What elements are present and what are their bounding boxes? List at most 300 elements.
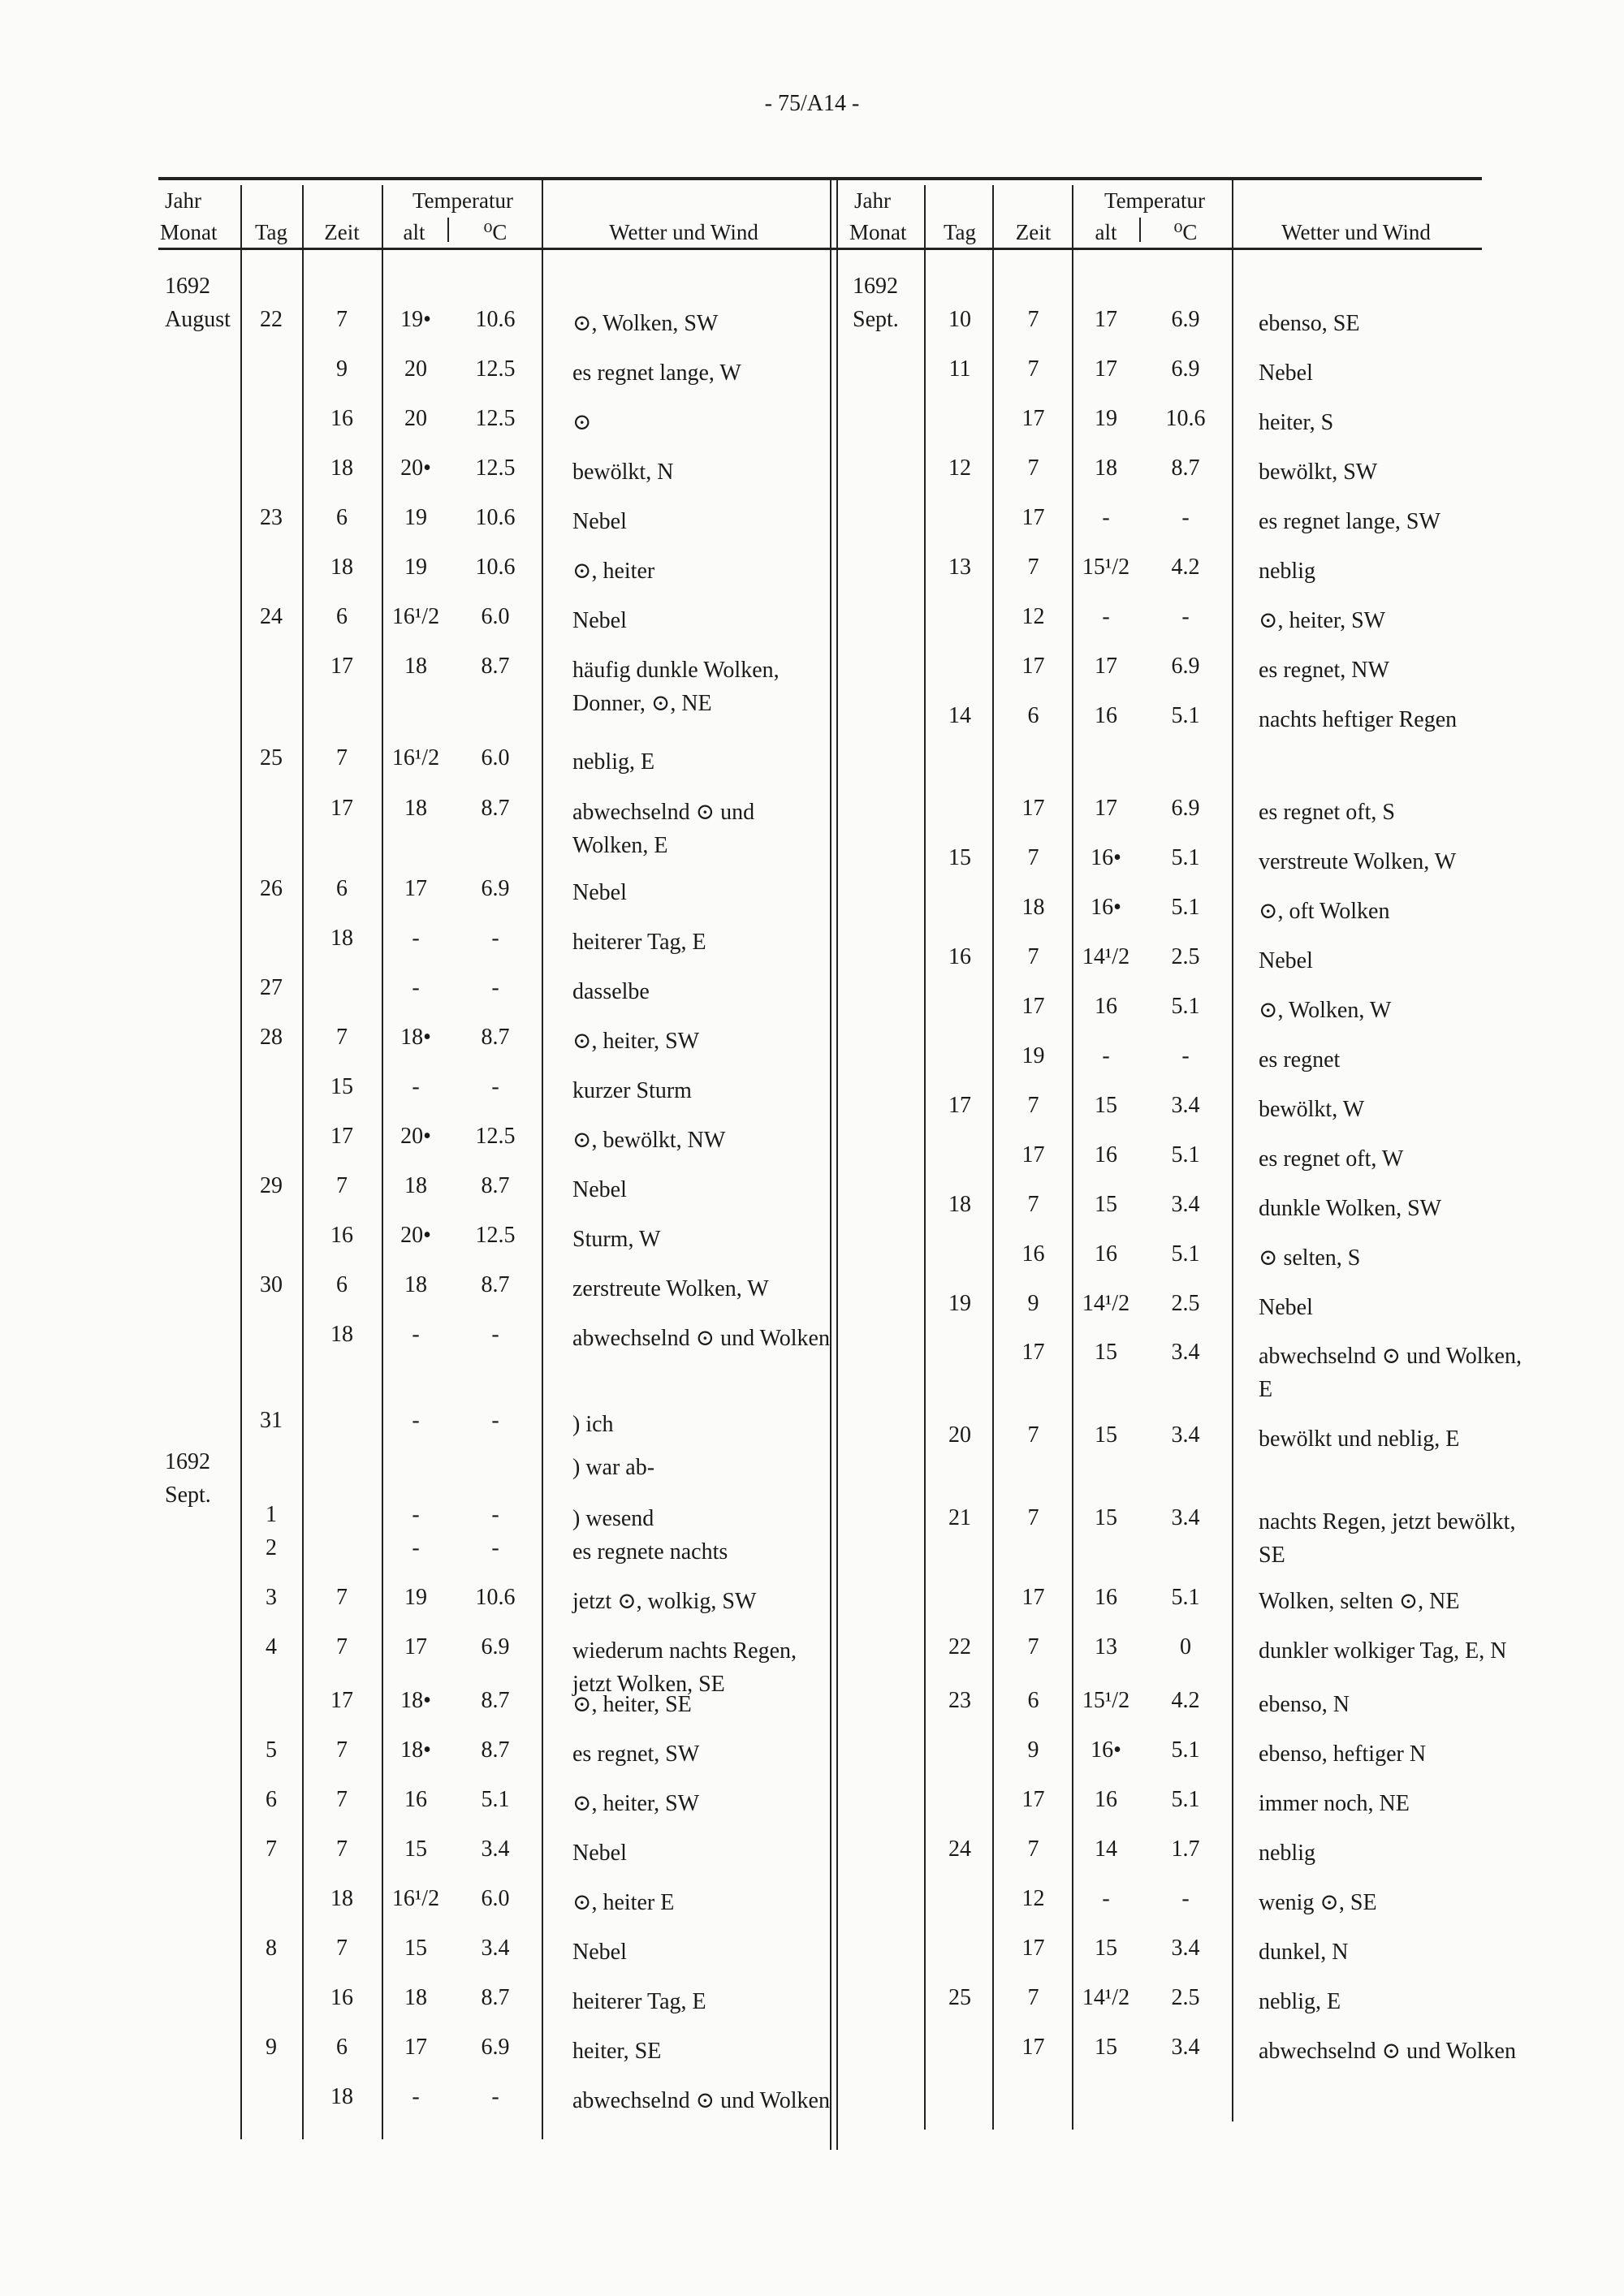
right-row-32-zeit: 17 [1021, 2035, 1045, 2060]
right-row-8-celsius: 5.1 [1171, 703, 1200, 728]
left-row-9-wetter: abwechselnd ⊙ und Wolken, E [572, 800, 755, 858]
left-row-24-wetter: jetzt ⊙, wolkig, SW [572, 1589, 757, 1614]
right-row-29-alt: - [1102, 1886, 1110, 1911]
left-row-25-zeit: 7 [336, 1634, 348, 1659]
right-row-26-celsius: 5.1 [1171, 1737, 1200, 1763]
left-row-18-celsius: 8.7 [481, 1272, 510, 1297]
left-row-5-wetter: ⊙, heiter [572, 559, 655, 584]
right-row-23-zeit: 17 [1021, 1585, 1045, 1610]
right-row-24-zeit: 7 [1027, 1634, 1039, 1659]
right-row-11-zeit: 18 [1021, 895, 1045, 920]
left-row-7-wetter: häufig dunkle Wolken, Donner, ⊙, NE [572, 658, 780, 716]
left-row-4-wetter: Nebel [572, 509, 627, 534]
right-row-19-alt: 14¹/2 [1082, 1291, 1130, 1316]
right-row-22-celsius: 3.4 [1171, 1505, 1200, 1530]
left-row-7-zeit: 17 [330, 654, 353, 679]
left-row-28-alt: 16 [404, 1787, 427, 1812]
left-row-27-wetter: es regnet, SW [572, 1741, 700, 1767]
center-double-line-b [836, 177, 838, 2150]
right-row-10-alt: 16• [1091, 845, 1121, 870]
right-month-sept: Sept. [853, 307, 899, 332]
left-row-23-celsius: - [491, 1535, 499, 1560]
left-row-4-zeit: 6 [336, 505, 348, 530]
right-row-25-tag: 23 [948, 1688, 971, 1713]
right-row-31-celsius: 2.5 [1171, 1985, 1200, 2010]
left-row-27-alt: 18• [400, 1737, 431, 1763]
left-row-8-tag: 25 [260, 745, 283, 770]
right-row-15-zeit: 7 [1027, 1093, 1039, 1118]
left-row-16-wetter: Nebel [572, 1177, 627, 1202]
left-row-20-tag: 31 [260, 1408, 283, 1433]
left-row-14-alt: - [412, 1074, 420, 1099]
right-row-3-celsius: 8.7 [1171, 455, 1200, 481]
left-row-18-tag: 30 [260, 1272, 283, 1297]
left-row-6-tag: 24 [260, 604, 283, 629]
left-row-12-alt: - [412, 975, 420, 1000]
right-row-4-zeit: 17 [1021, 505, 1045, 530]
right-row-28-tag: 24 [948, 1836, 971, 1862]
left-row-32-alt: 18 [404, 1985, 427, 2010]
left-row-16-tag: 29 [260, 1173, 283, 1198]
right-row-0-zeit: 7 [1027, 307, 1039, 332]
right-row-17-alt: 15 [1095, 1192, 1117, 1217]
left-row-16-alt: 18 [404, 1173, 427, 1198]
left-row-24-tag: 3 [266, 1585, 277, 1610]
right-header-tag: Tag [943, 220, 977, 244]
right-row-6-wetter: ⊙, heiter, SW [1259, 608, 1386, 633]
left-row-29-tag: 7 [266, 1836, 277, 1862]
right-row-21-wetter: bewölkt und neblig, E [1259, 1426, 1460, 1452]
right-row-8-zeit: 6 [1027, 703, 1039, 728]
left-row-2-wetter: ⊙ [572, 410, 592, 435]
left-row-30-celsius: 6.0 [481, 1886, 510, 1911]
right-row-2-zeit: 17 [1021, 406, 1045, 431]
right-row-14-zeit: 19 [1021, 1043, 1045, 1068]
right-row-24-celsius: 0 [1180, 1634, 1191, 1659]
left-row-25-celsius: 6.9 [481, 1634, 510, 1659]
left-row-15-alt: 20• [400, 1124, 431, 1149]
right-row-27-celsius: 5.1 [1171, 1787, 1200, 1812]
left-row-17-alt: 20• [400, 1223, 431, 1248]
right-row-7-wetter: es regnet, NW [1259, 658, 1389, 683]
right-row-2-celsius: 10.6 [1165, 406, 1206, 431]
right-row-4-alt: - [1102, 505, 1110, 530]
left-row-1-zeit: 9 [336, 356, 348, 382]
left-row-11-wetter: heiterer Tag, E [572, 930, 706, 955]
right-row-9-wetter: es regnet oft, S [1259, 800, 1395, 825]
left-row-3-zeit: 18 [330, 455, 353, 481]
right-row-6-alt: - [1102, 604, 1110, 629]
right-row-0-alt: 17 [1095, 307, 1117, 332]
left-row-19-zeit: 18 [330, 1322, 353, 1347]
right-row-5-celsius: 4.2 [1171, 555, 1200, 580]
right-row-16-celsius: 5.1 [1171, 1142, 1200, 1167]
left-row-3-celsius: 12.5 [475, 455, 516, 481]
right-row-5-tag: 13 [948, 555, 971, 580]
right-row-12-wetter: Nebel [1259, 948, 1313, 973]
left-row-34-celsius: - [491, 2084, 499, 2109]
right-row-3-wetter: bewölkt, SW [1259, 460, 1378, 485]
left-row-20-wetter: ) ich [572, 1412, 614, 1437]
left-row-1-alt: 20 [404, 356, 427, 382]
left-row-12-tag: 27 [260, 975, 283, 1000]
left-header-zeit: Zeit [324, 220, 360, 244]
left-row-1-celsius: 12.5 [475, 356, 516, 382]
left-row-7-celsius: 8.7 [481, 654, 510, 679]
left-row-6-alt: 16¹/2 [391, 604, 440, 629]
left-row-4-tag: 23 [260, 505, 283, 530]
left-month-august: August [165, 307, 231, 332]
left-row-8-celsius: 6.0 [481, 745, 510, 770]
right-row-6-zeit: 12 [1021, 604, 1045, 629]
right-row-1-zeit: 7 [1027, 356, 1039, 382]
left-row-20-alt: - [412, 1408, 420, 1433]
left-row-12-wetter: dasselbe [572, 979, 650, 1004]
right-row-22-tag: 21 [948, 1505, 971, 1530]
left-row-25-alt: 17 [404, 1634, 427, 1659]
right-row-5-wetter: neblig [1259, 559, 1315, 584]
right-row-8-tag: 14 [948, 703, 971, 728]
left-row-19-celsius: - [491, 1322, 499, 1347]
right-row-14-celsius: - [1181, 1043, 1190, 1068]
left-row-10-alt: 17 [404, 876, 427, 901]
right-row-25-zeit: 6 [1027, 1688, 1039, 1713]
right-row-19-celsius: 2.5 [1171, 1291, 1200, 1316]
right-row-5-alt: 15¹/2 [1082, 555, 1130, 580]
left-row-26-zeit: 17 [330, 1688, 353, 1713]
left-row-25-wetter: wiederum nachts Regen, jetzt Wolken, SE [572, 1638, 797, 1697]
right-row-7-zeit: 17 [1021, 654, 1045, 679]
right-row-7-celsius: 6.9 [1171, 654, 1200, 679]
left-row-22-tag: 1 [266, 1502, 277, 1527]
right-row-32-celsius: 3.4 [1171, 2035, 1200, 2060]
right-row-13-wetter: ⊙, Wolken, W [1259, 998, 1392, 1023]
left-row-23-tag: 2 [266, 1535, 277, 1560]
left-row-4-celsius: 10.6 [475, 505, 516, 530]
left-row-26-celsius: 8.7 [481, 1688, 510, 1713]
right-row-31-zeit: 7 [1027, 1985, 1039, 2010]
left-row-11-alt: - [412, 926, 420, 951]
right-row-20-wetter: abwechselnd ⊙ und Wolken, E [1259, 1344, 1522, 1402]
left-row-6-celsius: 6.0 [481, 604, 510, 629]
right-row-18-celsius: 5.1 [1171, 1241, 1200, 1267]
left-col-line-alt [542, 177, 543, 2139]
left-header-temperatur: Temperatur [412, 188, 514, 213]
left-row-2-zeit: 16 [330, 406, 353, 431]
left-row-33-zeit: 6 [336, 2035, 348, 2060]
right-row-19-tag: 19 [948, 1291, 971, 1316]
left-header-tag: Tag [254, 220, 288, 244]
left-row-13-tag: 28 [260, 1025, 283, 1050]
left-year-1692-sept: 1692 [165, 1449, 210, 1474]
left-row-32-celsius: 8.7 [481, 1985, 510, 2010]
right-row-26-alt: 16• [1091, 1737, 1121, 1763]
right-header-temperatur: Temperatur [1104, 188, 1206, 213]
right-row-14-wetter: es regnet [1259, 1047, 1341, 1072]
left-row-31-alt: 15 [404, 1936, 427, 1961]
right-row-13-celsius: 5.1 [1171, 994, 1200, 1019]
left-row-13-alt: 18• [400, 1025, 431, 1050]
left-row-28-wetter: ⊙, heiter, SW [572, 1791, 700, 1816]
left-row-0-tag: 22 [260, 307, 283, 332]
right-row-12-alt: 14¹/2 [1082, 944, 1130, 969]
right-row-21-celsius: 3.4 [1171, 1422, 1200, 1448]
left-row-16-zeit: 7 [336, 1173, 348, 1198]
left-row-13-zeit: 7 [336, 1025, 348, 1050]
right-col-line-monat [924, 185, 926, 2130]
right-row-1-celsius: 6.9 [1171, 356, 1200, 382]
right-row-28-zeit: 7 [1027, 1836, 1039, 1862]
left-header-celsius: ⁰C [483, 220, 508, 244]
right-row-11-wetter: ⊙, oft Wolken [1259, 899, 1390, 924]
right-row-3-tag: 12 [948, 455, 971, 481]
left-row-14-wetter: kurzer Sturm [572, 1078, 692, 1103]
right-row-1-alt: 17 [1095, 356, 1117, 382]
left-row-31-celsius: 3.4 [481, 1936, 510, 1961]
right-row-0-wetter: ebenso, SE [1259, 311, 1360, 336]
right-row-11-celsius: 5.1 [1171, 895, 1200, 920]
right-row-17-zeit: 7 [1027, 1192, 1039, 1217]
right-header-zeit: Zeit [1015, 220, 1052, 244]
left-row-14-celsius: - [491, 1074, 499, 1099]
left-row-31-tag: 8 [266, 1936, 277, 1961]
left-row-18-alt: 18 [404, 1272, 427, 1297]
left-row-5-alt: 19 [404, 555, 427, 580]
right-row-29-zeit: 12 [1021, 1886, 1045, 1911]
right-row-29-wetter: wenig ⊙, SE [1259, 1890, 1377, 1915]
right-row-30-zeit: 17 [1021, 1936, 1045, 1961]
right-row-10-wetter: verstreute Wolken, W [1259, 849, 1457, 874]
left-row-34-wetter: abwechselnd ⊙ und Wolken [572, 2088, 830, 2113]
right-row-17-celsius: 3.4 [1171, 1192, 1200, 1217]
right-row-20-celsius: 3.4 [1171, 1340, 1200, 1365]
right-row-19-zeit: 9 [1027, 1291, 1039, 1316]
right-col-line-alt [1232, 177, 1233, 2121]
left-row-21-wetter: ) war ab- [572, 1455, 655, 1480]
right-row-15-tag: 17 [948, 1093, 971, 1118]
left-row-30-zeit: 18 [330, 1886, 353, 1911]
left-row-9-celsius: 8.7 [481, 796, 510, 821]
right-year-1692-sept: 1692 [853, 274, 898, 299]
right-row-4-wetter: es regnet lange, SW [1259, 509, 1440, 534]
right-temp-subdivider [1139, 218, 1141, 242]
right-row-10-celsius: 5.1 [1171, 845, 1200, 870]
right-row-10-zeit: 7 [1027, 845, 1039, 870]
left-row-33-tag: 9 [266, 2035, 277, 2060]
left-row-31-wetter: Nebel [572, 1940, 627, 1965]
left-row-27-tag: 5 [266, 1737, 277, 1763]
left-row-18-zeit: 6 [336, 1272, 348, 1297]
left-row-28-celsius: 5.1 [481, 1787, 510, 1812]
left-row-12-celsius: - [491, 975, 499, 1000]
right-row-9-celsius: 6.9 [1171, 796, 1200, 821]
right-header-alt: alt [1095, 220, 1117, 244]
left-row-5-celsius: 10.6 [475, 555, 516, 580]
right-row-28-alt: 14 [1095, 1836, 1117, 1862]
right-row-4-celsius: - [1181, 505, 1190, 530]
left-row-4-alt: 19 [404, 505, 427, 530]
left-row-23-alt: - [412, 1535, 420, 1560]
right-header-wetter: Wetter und Wind [1281, 220, 1431, 244]
left-row-15-celsius: 12.5 [475, 1124, 516, 1149]
left-row-33-alt: 17 [404, 2035, 427, 2060]
right-row-6-celsius: - [1181, 604, 1190, 629]
left-row-33-celsius: 6.9 [481, 2035, 510, 2060]
left-row-8-alt: 16¹/2 [391, 745, 440, 770]
left-row-34-alt: - [412, 2084, 420, 2109]
left-row-14-zeit: 15 [330, 1074, 353, 1099]
left-row-19-alt: - [412, 1322, 420, 1347]
left-row-9-alt: 18 [404, 796, 427, 821]
left-row-6-wetter: Nebel [572, 608, 627, 633]
right-row-18-zeit: 16 [1021, 1241, 1045, 1267]
left-row-18-wetter: zerstreute Wolken, W [572, 1276, 769, 1301]
left-row-31-zeit: 7 [336, 1936, 348, 1961]
left-month-sept: Sept. [165, 1482, 211, 1508]
right-row-27-alt: 16 [1095, 1787, 1117, 1812]
right-row-29-celsius: - [1181, 1886, 1190, 1911]
left-row-6-zeit: 6 [336, 604, 348, 629]
right-row-16-zeit: 17 [1021, 1142, 1045, 1167]
left-row-27-zeit: 7 [336, 1737, 348, 1763]
right-row-24-alt: 13 [1095, 1634, 1117, 1659]
right-row-0-tag: 10 [948, 307, 971, 332]
right-row-1-wetter: Nebel [1259, 360, 1313, 386]
right-row-9-zeit: 17 [1021, 796, 1045, 821]
right-row-30-celsius: 3.4 [1171, 1936, 1200, 1961]
right-row-1-tag: 11 [948, 356, 971, 382]
right-row-10-tag: 15 [948, 845, 971, 870]
left-row-2-celsius: 12.5 [475, 406, 516, 431]
left-row-9-zeit: 17 [330, 796, 353, 821]
page-number: - 75/A14 - [764, 91, 860, 116]
right-row-28-celsius: 1.7 [1171, 1836, 1200, 1862]
right-row-31-alt: 14¹/2 [1082, 1985, 1130, 2010]
right-row-9-alt: 17 [1095, 796, 1117, 821]
right-row-2-alt: 19 [1095, 406, 1117, 431]
left-header-wetter: Wetter und Wind [609, 220, 758, 244]
left-row-22-wetter: ) wesend [572, 1506, 654, 1531]
right-row-12-tag: 16 [948, 944, 971, 969]
left-row-28-tag: 6 [266, 1787, 277, 1812]
left-row-3-wetter: bewölkt, N [572, 460, 674, 485]
left-row-0-zeit: 7 [336, 307, 348, 332]
left-row-25-tag: 4 [266, 1634, 277, 1659]
left-header-alt: alt [403, 220, 425, 244]
right-row-20-alt: 15 [1095, 1340, 1117, 1365]
right-row-18-wetter: ⊙ selten, S [1259, 1245, 1361, 1271]
left-row-0-celsius: 10.6 [475, 307, 516, 332]
right-row-23-celsius: 5.1 [1171, 1585, 1200, 1610]
left-header-monat: Monat [160, 220, 218, 244]
right-row-16-alt: 16 [1095, 1142, 1117, 1167]
left-row-8-zeit: 7 [336, 745, 348, 770]
right-row-0-celsius: 6.9 [1171, 307, 1200, 332]
right-row-14-alt: - [1102, 1043, 1110, 1068]
left-row-24-zeit: 7 [336, 1585, 348, 1610]
right-row-21-alt: 15 [1095, 1422, 1117, 1448]
right-header-monat: Monat [849, 220, 907, 244]
right-row-21-tag: 20 [948, 1422, 971, 1448]
left-row-10-zeit: 6 [336, 876, 348, 901]
right-row-8-alt: 16 [1095, 703, 1117, 728]
right-row-22-zeit: 7 [1027, 1505, 1039, 1530]
left-row-17-wetter: Sturm, W [572, 1227, 661, 1252]
right-row-30-wetter: dunkel, N [1259, 1940, 1349, 1965]
table-top-rule [158, 177, 1482, 180]
left-year-1692-august: 1692 [165, 274, 210, 299]
right-row-22-alt: 15 [1095, 1505, 1117, 1530]
right-row-3-alt: 18 [1095, 455, 1117, 481]
right-row-13-zeit: 17 [1021, 994, 1045, 1019]
left-row-26-wetter: ⊙, heiter, SE [572, 1692, 692, 1717]
left-row-10-tag: 26 [260, 876, 283, 901]
left-row-22-alt: - [412, 1502, 420, 1527]
left-row-29-zeit: 7 [336, 1836, 348, 1862]
right-row-26-zeit: 9 [1027, 1737, 1039, 1763]
left-row-33-wetter: heiter, SE [572, 2039, 662, 2064]
right-row-7-alt: 17 [1095, 654, 1117, 679]
left-row-34-zeit: 18 [330, 2084, 353, 2109]
left-row-15-wetter: ⊙, bewölkt, NW [572, 1128, 726, 1153]
right-header-jahr: Jahr [854, 188, 891, 213]
left-row-13-wetter: ⊙, heiter, SW [572, 1029, 700, 1054]
left-row-30-alt: 16¹/2 [391, 1886, 440, 1911]
left-row-24-celsius: 10.6 [475, 1585, 516, 1610]
left-header-jahr: Jahr [165, 188, 201, 213]
header-bottom-rule [158, 248, 1482, 250]
right-row-22-wetter: nachts Regen, jetzt bewölkt, SE [1259, 1509, 1516, 1568]
right-row-25-celsius: 4.2 [1171, 1688, 1200, 1713]
left-row-10-wetter: Nebel [572, 880, 627, 905]
right-row-30-alt: 15 [1095, 1936, 1117, 1961]
left-row-2-alt: 20 [404, 406, 427, 431]
left-col-line-tag [302, 185, 304, 2139]
right-row-12-celsius: 2.5 [1171, 944, 1200, 969]
left-row-23-wetter: es regnete nachts [572, 1539, 728, 1564]
right-row-15-wetter: bewölkt, W [1259, 1097, 1365, 1122]
right-row-12-zeit: 7 [1027, 944, 1039, 969]
right-row-23-wetter: Wolken, selten ⊙, NE [1259, 1589, 1460, 1614]
right-row-25-wetter: ebenso, N [1259, 1692, 1350, 1717]
left-row-1-wetter: es regnet lange, W [572, 360, 741, 386]
right-row-20-zeit: 17 [1021, 1340, 1045, 1365]
left-row-3-alt: 20• [400, 455, 431, 481]
right-col-line-tag [992, 185, 994, 2130]
right-row-19-wetter: Nebel [1259, 1295, 1313, 1320]
right-row-11-alt: 16• [1091, 895, 1121, 920]
left-row-26-alt: 18• [400, 1688, 431, 1713]
left-row-28-zeit: 7 [336, 1787, 348, 1812]
left-row-32-wetter: heiterer Tag, E [572, 1989, 706, 2014]
right-row-13-alt: 16 [1095, 994, 1117, 1019]
left-row-8-wetter: neblig, E [572, 749, 655, 775]
right-row-15-alt: 15 [1095, 1093, 1117, 1118]
right-row-24-tag: 22 [948, 1634, 971, 1659]
left-row-30-wetter: ⊙, heiter E [572, 1890, 675, 1915]
left-row-7-alt: 18 [404, 654, 427, 679]
left-row-27-celsius: 8.7 [481, 1737, 510, 1763]
right-row-32-wetter: abwechselnd ⊙ und Wolken [1259, 2039, 1516, 2064]
left-row-16-celsius: 8.7 [481, 1173, 510, 1198]
left-row-32-zeit: 16 [330, 1985, 353, 2010]
right-row-21-zeit: 7 [1027, 1422, 1039, 1448]
left-row-5-zeit: 18 [330, 555, 353, 580]
right-row-27-wetter: immer noch, NE [1259, 1791, 1410, 1816]
left-row-11-celsius: - [491, 926, 499, 951]
right-row-25-alt: 15¹/2 [1082, 1688, 1130, 1713]
right-row-31-wetter: neblig, E [1259, 1989, 1341, 2014]
